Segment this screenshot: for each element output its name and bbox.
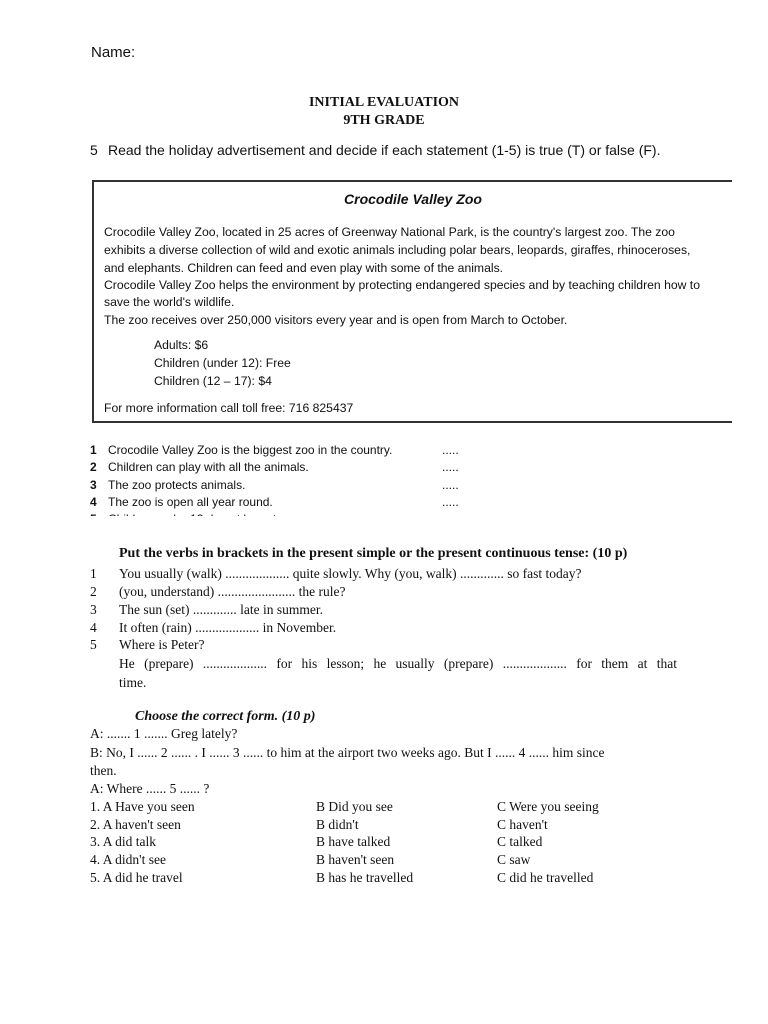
exercise-text: (you, understand) ....................... the rule? bbox=[119, 584, 346, 599]
reading-instruction bbox=[90, 142, 660, 158]
option-c: C did he travelled bbox=[497, 870, 594, 885]
statement-text: The zoo protects animals. bbox=[108, 478, 246, 492]
dialogue-line: B: No, I ...... 2 ...... . I ...... 3 ...... to him at the airport two weeks ago. But I ...... 4 ...... him since bbox=[90, 745, 605, 760]
statement-answer-blank: ..... bbox=[442, 443, 459, 457]
statement-text: The zoo is open all year round. bbox=[108, 495, 273, 509]
option-b: B Did you see bbox=[316, 799, 393, 814]
price-children-12-17: Children (12 – 17): $4 bbox=[154, 374, 272, 388]
advertisement-box bbox=[92, 180, 732, 423]
page-title bbox=[0, 94, 768, 130]
ad-text-line: Crocodile Valley Zoo helps the environment by protecting endangered species and by teaching children how to bbox=[104, 278, 700, 292]
exercise-number: 3 bbox=[90, 602, 97, 617]
exercise-number: 5 bbox=[90, 637, 97, 652]
option-a: 4. A didn't see bbox=[90, 852, 166, 867]
dialogue-line: then. bbox=[90, 763, 117, 778]
exercise-text: You usually (walk) ................... quite slowly. Why (you, walk) ............. so fast today? bbox=[119, 566, 582, 581]
scan-crop-edge bbox=[80, 516, 680, 530]
instruction-number: 5 bbox=[90, 142, 98, 158]
exercise-number: 2 bbox=[90, 584, 97, 599]
exercise-text-continued: He (prepare) ................... for his lesson; he usually (prepare) ................... for them at that bbox=[119, 656, 677, 671]
option-c: C saw bbox=[497, 852, 531, 867]
ad-text-line: save the world's wildlife. bbox=[104, 295, 235, 309]
ad-text-line: and elephants. Children can feed and even play with some of the animals. bbox=[104, 261, 504, 275]
statement-text: Children can play with all the animals. bbox=[108, 460, 309, 474]
statement-text: Crocodile Valley Zoo is the biggest zoo in the country. bbox=[108, 443, 393, 457]
option-a: 1. A Have you seen bbox=[90, 799, 195, 814]
price-children-under-12: Children (under 12): Free bbox=[154, 356, 291, 370]
statement-answer-blank: ..... bbox=[442, 460, 459, 474]
statement-answer-blank: ..... bbox=[442, 478, 459, 492]
statement-number: 1 bbox=[90, 443, 97, 457]
statement-answer-blank: ..... bbox=[442, 495, 459, 509]
exercise-text: The sun (set) ............. late in summer. bbox=[119, 602, 323, 617]
exercise-text-continued: time. bbox=[119, 675, 147, 690]
option-c: C talked bbox=[497, 834, 543, 849]
option-a: 2. A haven't seen bbox=[90, 817, 181, 832]
price-adults: Adults: $6 bbox=[154, 338, 209, 352]
option-a: 5. A did he travel bbox=[90, 870, 183, 885]
dialogue-line: A: ....... 1 ....... Greg lately? bbox=[90, 726, 238, 741]
exercise-number: 1 bbox=[90, 566, 97, 581]
ad-contact: For more information call toll free: 716 825437 bbox=[104, 401, 354, 415]
name-label: Name: bbox=[91, 44, 136, 61]
verbs-section-heading: Put the verbs in brackets in the present simple or the present continuous tense: (10 p) bbox=[119, 546, 628, 561]
ad-text-line: The zoo receives over 250,000 visitors every year and is open from March to October. bbox=[104, 313, 568, 327]
option-b: B has he travelled bbox=[316, 870, 414, 885]
option-c: C Were you seeing bbox=[497, 799, 599, 814]
exercise-text: It often (rain) ................... in November. bbox=[119, 620, 337, 635]
choose-section-heading: Choose the correct form. (10 p) bbox=[135, 709, 316, 724]
dialogue-line: A: Where ...... 5 ...... ? bbox=[90, 781, 210, 796]
title-line-2: 9TH GRADE bbox=[343, 113, 425, 128]
ad-text-line: Crocodile Valley Zoo, located in 25 acres of Greenway National Park, is the country's largest zoo. The zoo bbox=[104, 225, 675, 239]
option-c: C haven't bbox=[497, 817, 548, 832]
option-b: B didn't bbox=[316, 817, 359, 832]
title-line-1: INITIAL EVALUATION bbox=[308, 95, 460, 110]
statement-number: 2 bbox=[90, 460, 97, 474]
advertisement-title: Crocodile Valley Zoo bbox=[344, 191, 482, 207]
option-b: B have talked bbox=[316, 834, 391, 849]
exercise-text: Where is Peter? bbox=[119, 637, 205, 652]
instruction-text: Read the holiday advertisement and decide if each statement (1-5) is true (T) or false (F). bbox=[108, 142, 661, 158]
statement-number: 3 bbox=[90, 478, 97, 492]
statement-number: 4 bbox=[90, 495, 97, 509]
option-b: B haven't seen bbox=[316, 852, 395, 867]
exercise-number: 4 bbox=[90, 620, 97, 635]
option-a: 3. A did talk bbox=[90, 834, 157, 849]
ad-text-line: exhibits a diverse collection of wild and exotic animals including polar bears, leopards, giraffes, rhinoceroses, bbox=[104, 243, 691, 257]
